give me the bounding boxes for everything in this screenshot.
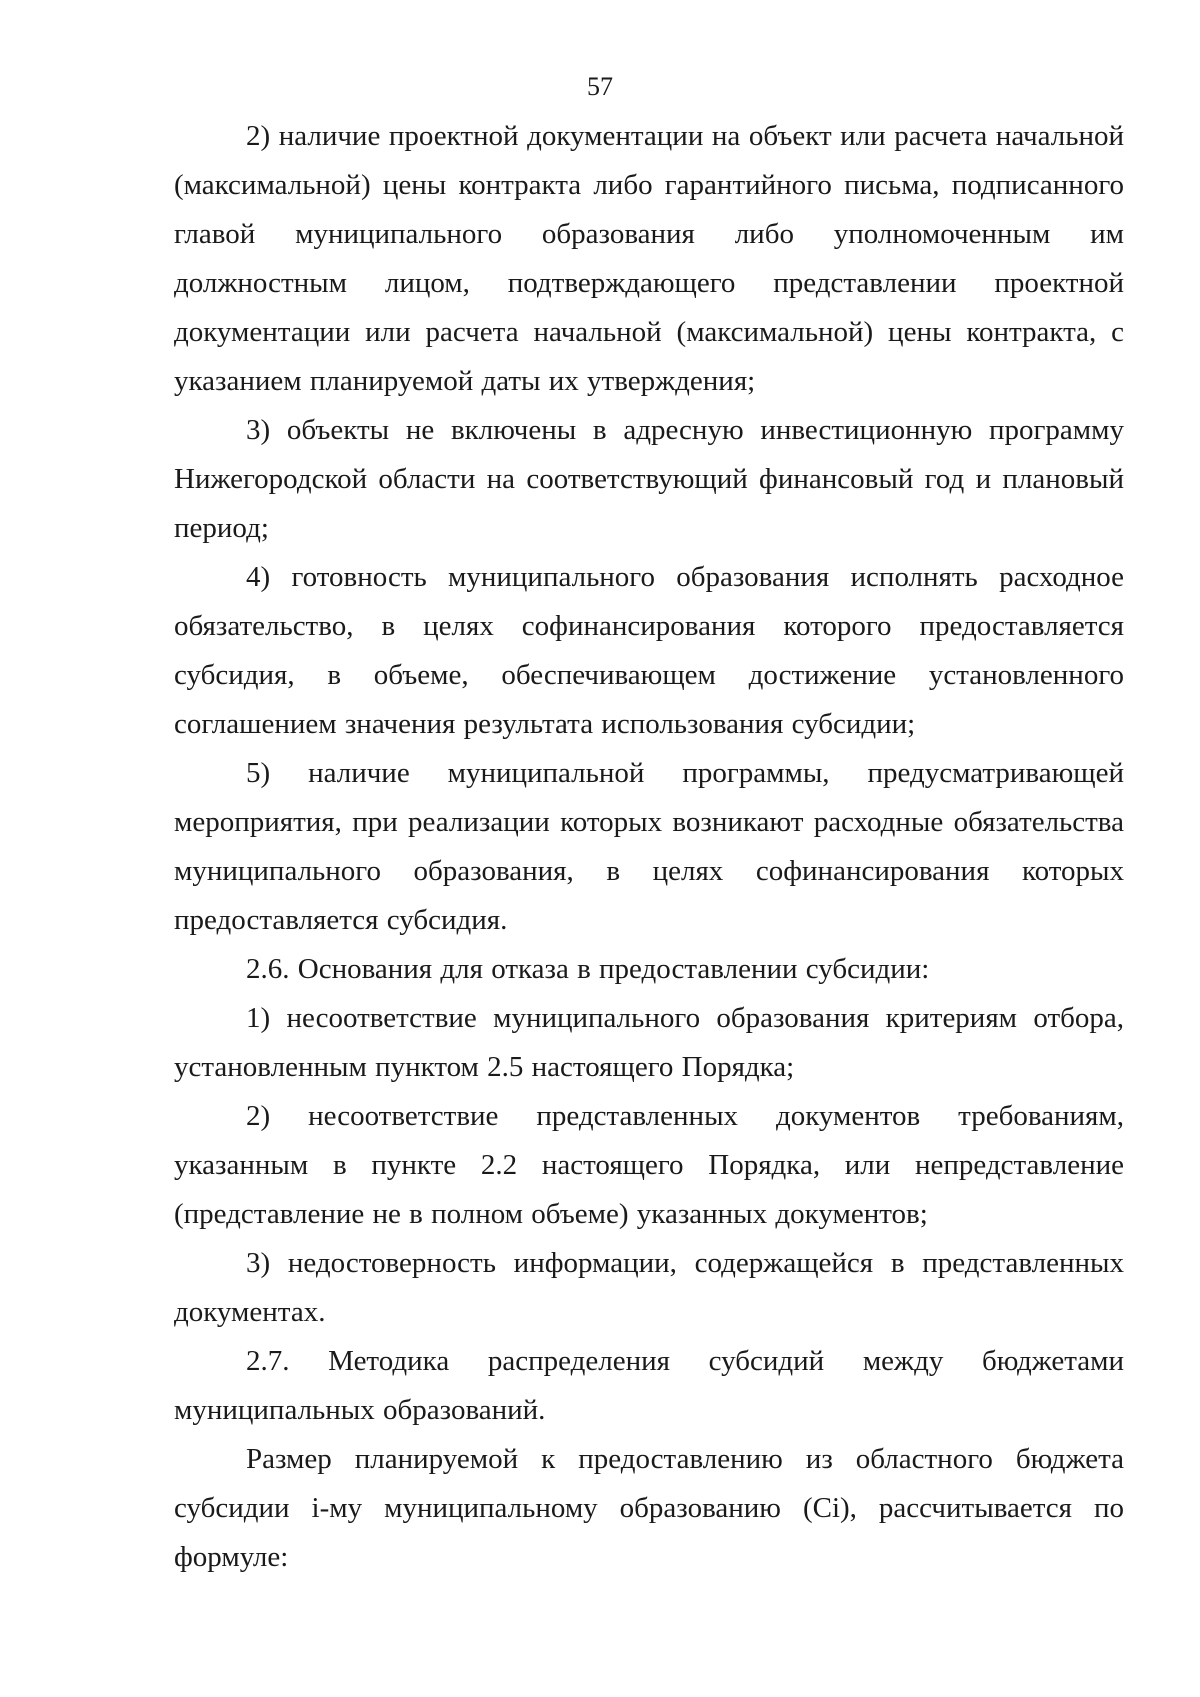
- document-body: [174, 112, 1124, 1582]
- section-heading-2-7: 2.7. Методика распределения субсидий между бюджетами муниципальных образований.: [174, 1345, 1124, 1426]
- paragraph-formula-intro: Размер планируемой к предоставлению из областного бюджета субсидии i-му муниципальному образованию (Ci), рассчитывается по формуле:: [174, 1443, 1124, 1573]
- section-heading-2-6: 2.6. Основания для отказа в предоставлении субсидии:: [246, 953, 930, 985]
- paragraph-criterion-3: 3) объекты не включены в адресную инвестиционную программу Нижегородской области на соответствующий финансовый год и плановый период;: [174, 414, 1124, 544]
- paragraph-criterion-5: 5) наличие муниципальной программы, предусматривающей мероприятия, при реализации которых возникают расходные обязательства муниципального образования, в целях софинансирования которых предоставляется субсидия.: [174, 757, 1124, 936]
- paragraph-criterion-2: 2) наличие проектной документации на объект или расчета начальной (максимальной) цены контракта либо гарантийного письма, подписанного главой муниципального образования либо уполномоченным им должностным лицом, подтверждающего представлении проектной документации или расчета начальной (максимальной) цены контракта, с указанием планируемой даты их утверждения;: [174, 120, 1124, 397]
- paragraph-refusal-2: 2) несоответствие представленных документов требованиям, указанным в пункте 2.2 настоящего Порядка, или непредставление (представление не в полном объеме) указанных документов;: [174, 1100, 1124, 1230]
- page-number: 57: [587, 72, 613, 101]
- paragraph-criterion-4: 4) готовность муниципального образования исполнять расходное обязательство, в целях софинансирования которого предоставляется субсидия, в объеме, обеспечивающем достижение установленного соглашением значения результата использования субсидии;: [174, 561, 1124, 740]
- paragraph-refusal-3: 3) недостоверность информации, содержащейся в представленных документах.: [174, 1247, 1124, 1328]
- paragraph-refusal-1: 1) несоответствие муниципального образования критериям отбора, установленным пунктом 2.5 настоящего Порядка;: [174, 1002, 1124, 1083]
